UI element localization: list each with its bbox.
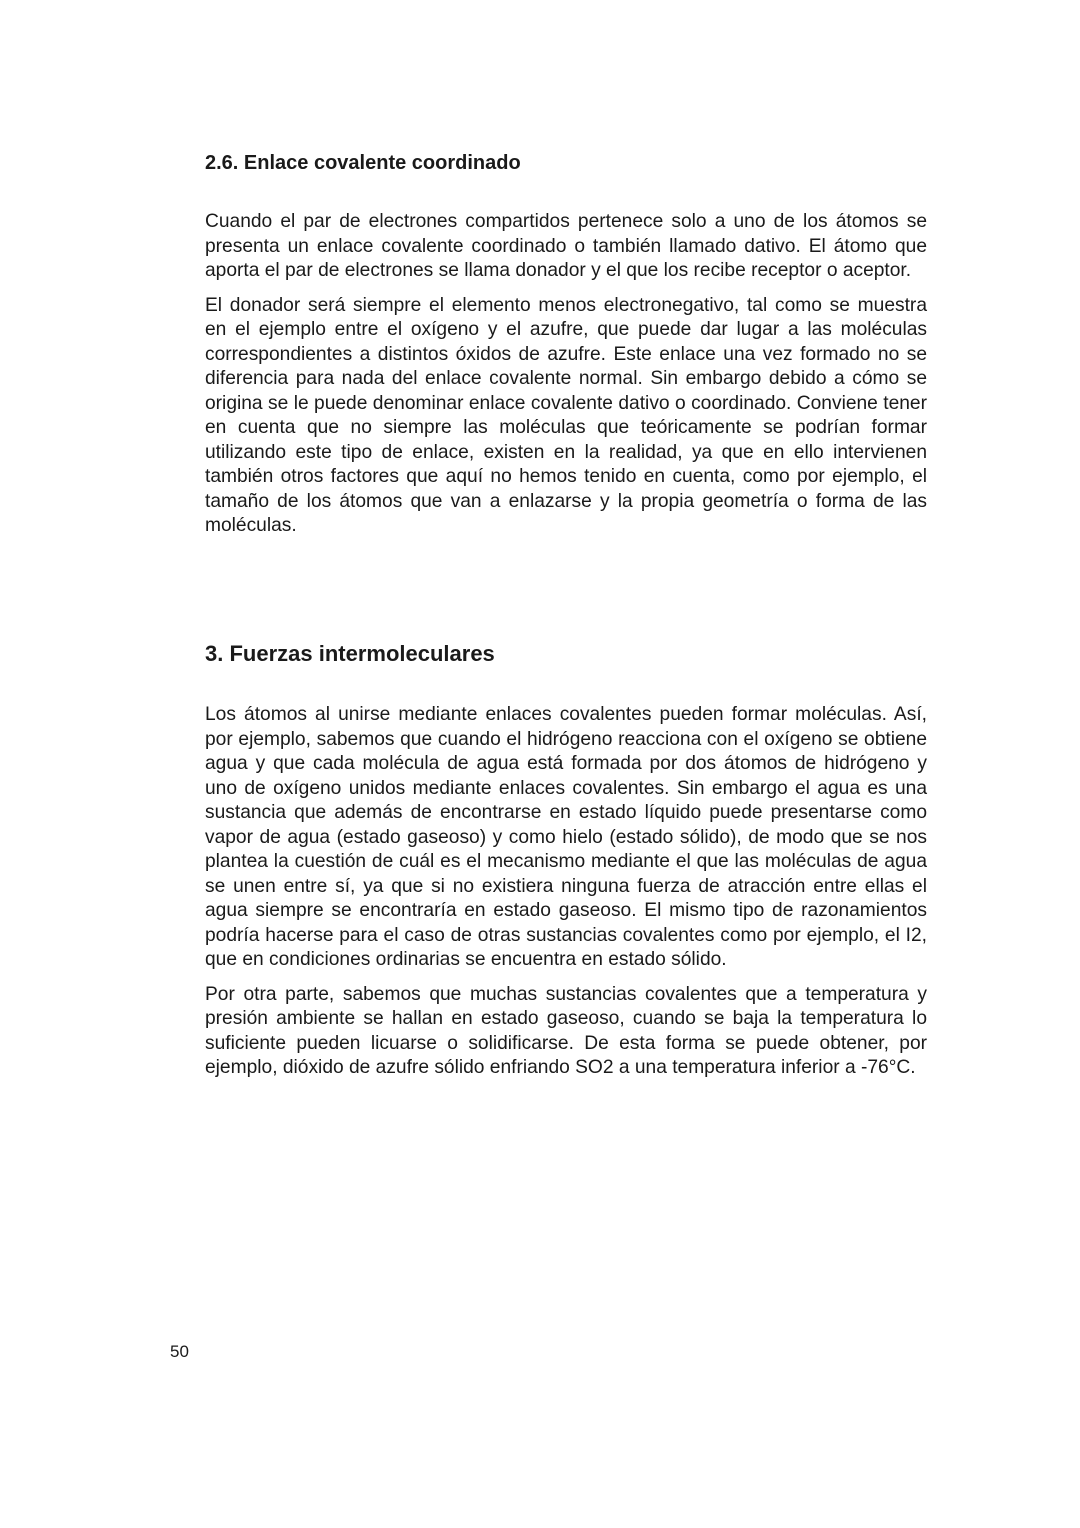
page-number: 50 — [170, 1342, 189, 1361]
section-3-body — [205, 703, 927, 1081]
paragraph: Los átomos al unirse mediante enlaces covalentes pueden formar moléculas. Así, por ejemplo, sabemos que cuando el hidrógeno reacciona con el oxígeno se obtiene agua y que cada molécula de agua está formada por dos átomos de hidrógeno y uno de oxígeno unidos mediante enlaces covalentes. Sin embargo el agua es una sustancia que además de encontrarse en estado líquido puede presentarse como vapor de agua (estado gaseoso) y como hielo (estado sólido), de modo que se nos plantea la cuestión de cuál es el mecanismo mediante el que las moléculas de agua se unen entre sí, ya que si no existiera ninguna fuerza de atracción entre ellas el agua siempre se encontraría en estado gaseoso. El mismo tipo de razonamientos podría hacerse para el caso de otras sustancias covalentes como por ejemplo, el I2, que en condiciones ordinarias se encuentra en estado sólido. — [205, 704, 927, 970]
section-2-6-body — [205, 210, 927, 539]
section-heading-2-6: 2.6. Enlace covalente coordinado — [205, 152, 521, 174]
paragraph: Por otra parte, sabemos que muchas sustancias covalentes que a temperatura y presión ambiente se hallan en estado gaseoso, cuando se baja la temperatura lo suficiente pueden licuarse o solidificarse. De esta forma se puede obtener, por ejemplo, dióxido de azufre sólido enfriando SO2 a una temperatura inferior a -76°C. — [205, 983, 927, 1078]
paragraph: El donador será siempre el elemento menos electronegativo, tal como se muestra en el ejemplo entre el oxígeno y el azufre, que puede dar lugar a las moléculas correspondientes a distintos óxidos de azufre. Este enlace una vez formado no se diferencia para nada del enlace covalente normal. Sin embargo debido a cómo se origina se le puede denominar enlace covalente dativo o coordinado. Conviene tener en cuenta que no siempre las moléculas que teóricamente se podrían formar utilizando este tipo de enlace, existen en la realidad, ya que en ello intervienen también otros factores que aquí no hemos tenido en cuenta, como por ejemplo, el tamaño de los átomos que van a enlazarse y la propia geometría o forma de las moléculas. — [205, 294, 927, 536]
paragraph: Cuando el par de electrones compartidos pertenece solo a uno de los átomos se presenta un enlace covalente coordinado o también llamado dativo. El átomo que aporta el par de electrones se llama donador y el que los recibe receptor o aceptor. — [205, 211, 927, 281]
section-heading-3: 3. Fuerzas intermoleculares — [205, 641, 495, 666]
